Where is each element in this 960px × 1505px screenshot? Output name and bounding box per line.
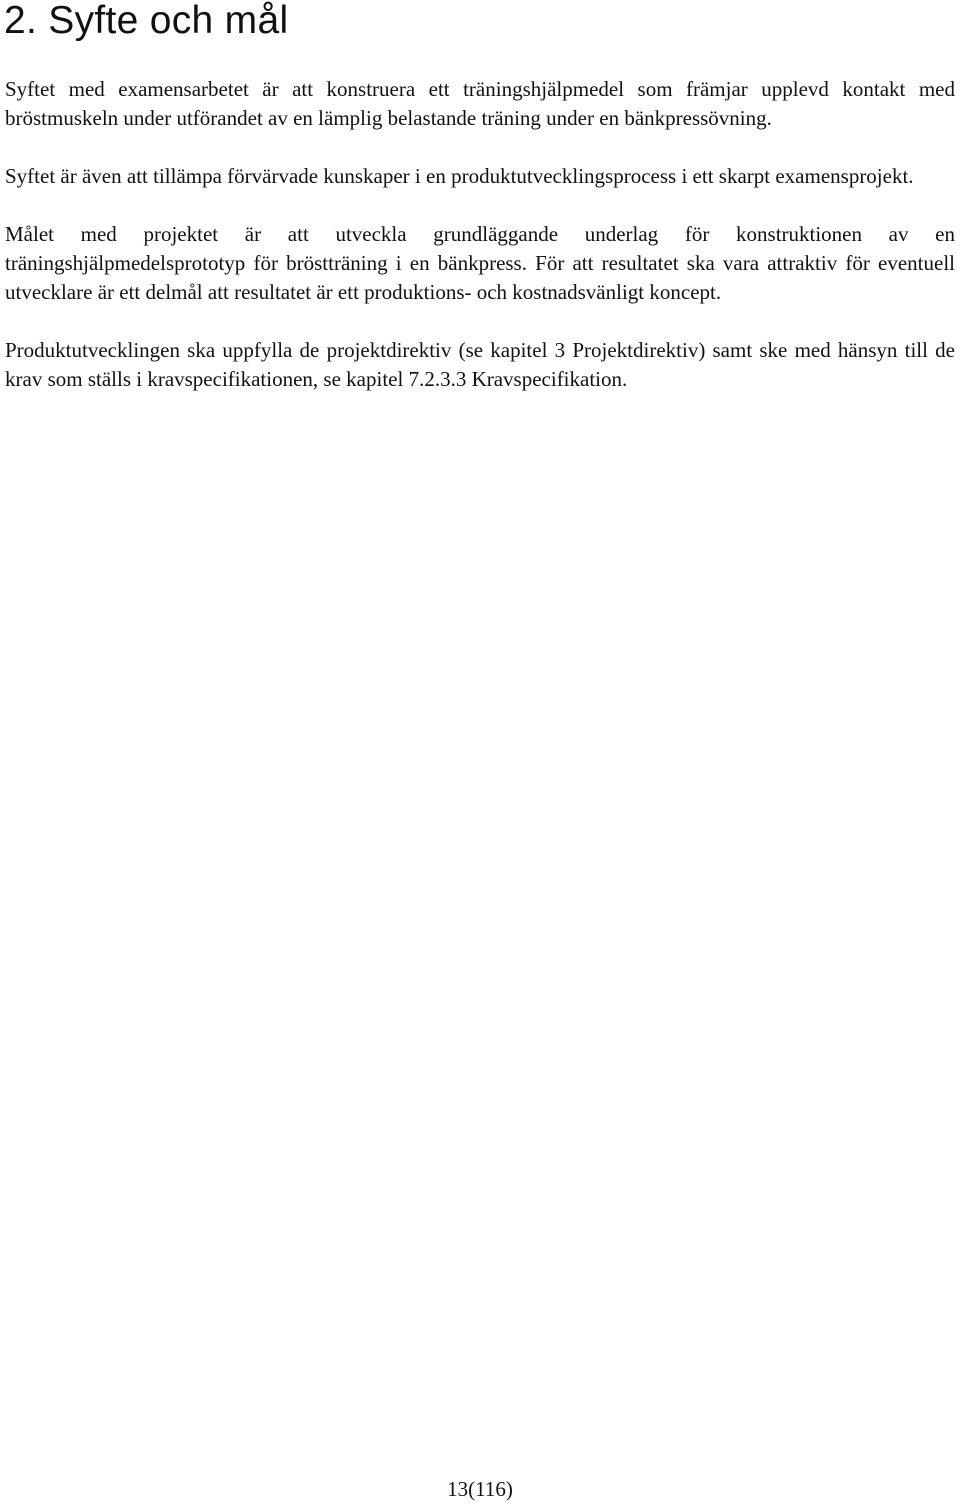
paragraph-purpose: Syftet med examensarbetet är att konstruera ett träningshjälpmedel som främjar upplevd kontakt med bröstmuskeln under utförandet av en lämplig belastande träning under en bänkpressövning. xyxy=(5,77,955,130)
section-heading: 2. Syfte och mål xyxy=(4,0,289,42)
page-number: 13(116) xyxy=(447,1477,513,1501)
paragraph-purpose-secondary: Syftet är även att tillämpa förvärvade kunskaper i en produktutvecklingsprocess i ett skarpt examensprojekt. xyxy=(5,164,914,188)
page-footer xyxy=(0,1475,960,1504)
paragraph-product-development: Produktutvecklingen ska uppfylla de projektdirektiv (se kapitel 3 Projektdirektiv) samt ske med hänsyn till de krav som ställs i kravspecifikationen, se kapitel 7.2.3.3 Kravspecifikation. xyxy=(5,338,955,391)
section-body xyxy=(5,75,955,423)
paragraph-goal: Målet med projektet är att utveckla grundläggande underlag för konstruktionen av en träningshjälpmedelsprototyp för bröstträning i en bänkpress. För att resultatet ska vara attraktiv för eventuell utvecklare är ett delmål att resultatet är ett produktions- och kostnadsvänligt koncept. xyxy=(5,222,955,304)
